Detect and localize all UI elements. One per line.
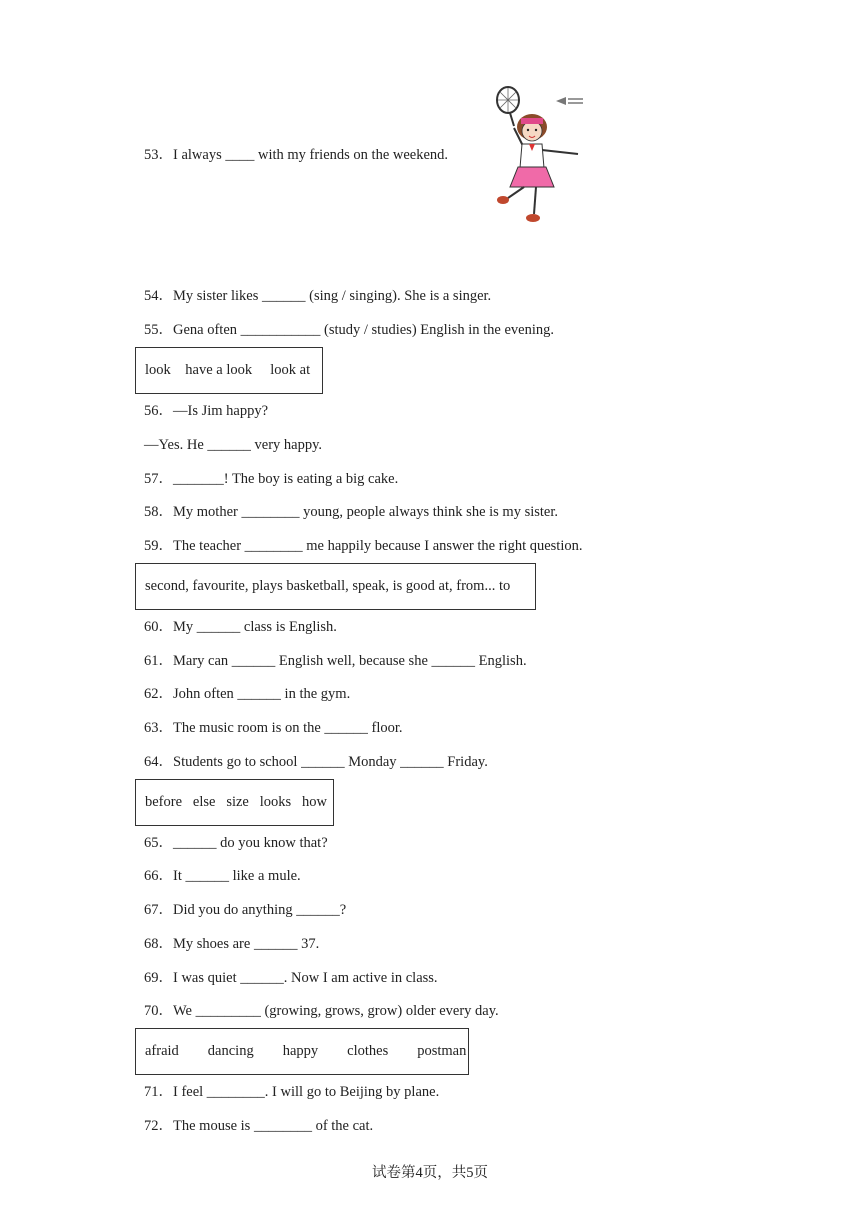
word-box-4: afraid dancing happy clothes postman bbox=[135, 1028, 469, 1075]
question-72: 72．The mouse is ________ of the cat. bbox=[144, 1118, 374, 1134]
question-56: 56．—Is Jim happy? bbox=[144, 403, 269, 419]
question-71: 71．I feel ________. I will go to Beijing by plane. bbox=[144, 1084, 440, 1100]
question-59: 59．The teacher ________ me happily because I answer the right question. bbox=[144, 538, 583, 554]
word-box-2: second, favourite, plays basketball, speak, is good at, from... to bbox=[135, 563, 536, 610]
question-65: 65．______ do you know that? bbox=[144, 835, 328, 851]
question-63: 63．The music room is on the ______ floor. bbox=[144, 720, 403, 736]
question-58: 58．My mother ________ young, people always think she is my sister. bbox=[144, 504, 559, 520]
girl-playing-badminton-icon bbox=[486, 84, 590, 230]
question-70: 70．We _________ (growing, grows, grow) older every day. bbox=[144, 1003, 499, 1019]
word-box-3: before else size looks how bbox=[135, 779, 334, 826]
word-box-1: look have a look look at bbox=[135, 347, 323, 394]
question-53: 53．I always ____ with my friends on the weekend. bbox=[144, 147, 449, 163]
question-69: 69．I was quiet ______. Now I am active in class. bbox=[144, 970, 438, 986]
question-66: 66．It ______ like a mule. bbox=[144, 868, 301, 884]
question-61: 61．Mary can ______ English well, because she ______ English. bbox=[144, 653, 527, 669]
question-54: 54．My sister likes ______ (sing / singing). She is a singer. bbox=[144, 288, 492, 304]
question-64: 64．Students go to school ______ Monday ______ Friday. bbox=[144, 754, 488, 770]
question-57: 57．_______! The boy is eating a big cake. bbox=[144, 471, 399, 487]
question-68: 68．My shoes are ______ 37. bbox=[144, 936, 320, 952]
question-62: 62．John often ______ in the gym. bbox=[144, 686, 351, 702]
question-60: 60．My ______ class is English. bbox=[144, 619, 337, 635]
question-56-answer: —Yes. He ______ very happy. bbox=[144, 437, 323, 453]
page-footer: 试卷第4页，共5页 bbox=[372, 1165, 488, 1181]
question-67: 67．Did you do anything ______? bbox=[144, 902, 347, 918]
question-55: 55．Gena often ___________ (study / studies) English in the evening. bbox=[144, 322, 554, 338]
